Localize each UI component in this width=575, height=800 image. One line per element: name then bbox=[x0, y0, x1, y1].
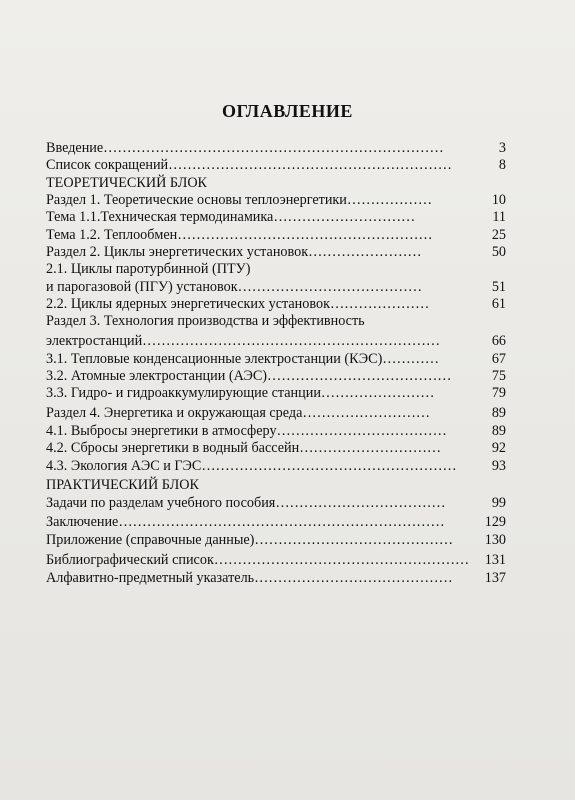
toc-entry-text: 4.2. Сбросы энергетики в водный бассейн………………………… bbox=[46, 440, 442, 457]
toc-entry-page: 129 bbox=[484, 514, 506, 531]
toc-entry bbox=[46, 140, 506, 157]
toc-entry-text: 3.2. Атомные электростанции (АЭС)………………………………… bbox=[46, 368, 452, 385]
toc-entry-page: 10 bbox=[491, 192, 506, 209]
toc-entry-page: 3 bbox=[498, 140, 506, 156]
toc-entry-text: Раздел 2. Циклы энергетических установок…………………… bbox=[46, 244, 422, 261]
toc-entry-page: 92 bbox=[491, 440, 506, 457]
toc-entry-page: 93 bbox=[491, 457, 506, 474]
toc-section-heading bbox=[46, 475, 506, 495]
toc-entry-text: 3.3. Гидро- и гидроаккумулирующие станции…………………… bbox=[46, 385, 435, 402]
toc-entry bbox=[46, 368, 506, 385]
toc-entry-page: 89 bbox=[491, 404, 506, 421]
toc-entry bbox=[46, 403, 506, 423]
toc-entry-text: Приложение (справочные данные)…………………………………… bbox=[46, 532, 454, 549]
toc-entry-text: Раздел 4. Энергетика и окружающая среда……………………… bbox=[46, 404, 431, 421]
toc-entry bbox=[46, 192, 506, 209]
toc-entry-text: 3.1. Тепловые конденсационные электростанции (КЭС)………… bbox=[46, 350, 440, 367]
toc-entry-text: Задачи по разделам учебного пособия……………………………… bbox=[46, 494, 446, 511]
toc-entry-page: 8 bbox=[498, 157, 506, 174]
toc-entry-text: 2.1. Циклы паротурбинной (ПТУ) bbox=[46, 261, 251, 278]
toc-entry bbox=[46, 157, 506, 174]
toc-entry-text: и парогазовой (ПГУ) установок………………………………… bbox=[46, 278, 423, 295]
toc-entry bbox=[46, 227, 506, 244]
toc-entry-page: 50 bbox=[491, 244, 506, 261]
toc-entry-text: Тема 1.2. Теплообмен……………………………………………… bbox=[46, 226, 433, 243]
toc-entry-text: Список сокращений…………………………………………………… bbox=[46, 157, 452, 174]
toc-entry bbox=[46, 532, 506, 549]
table-of-contents bbox=[46, 140, 506, 587]
toc-entry-page: 11 bbox=[492, 209, 506, 226]
toc-entry bbox=[46, 570, 506, 587]
toc-entry bbox=[46, 296, 506, 313]
toc-entry bbox=[46, 209, 506, 226]
toc-section-heading bbox=[46, 175, 506, 192]
toc-entry-page: 79 bbox=[491, 385, 506, 402]
toc-entry bbox=[46, 313, 506, 330]
toc-entry-page: 66 bbox=[491, 332, 506, 349]
toc-entry-text: Библиографический список……………………………………………… bbox=[46, 551, 470, 568]
toc-entry-text: Заключение…………………………………………………………… bbox=[46, 514, 445, 531]
toc-entry-text: Раздел 1. Теоретические основы теплоэнергетики……………… bbox=[46, 192, 433, 209]
toc-entry-text: Введение……………………………………………………………… bbox=[46, 140, 444, 156]
toc-entry-text: ТЕОРЕТИЧЕСКИЙ БЛОК bbox=[46, 174, 208, 191]
toc-entry bbox=[46, 385, 506, 402]
toc-entry-page: 137 bbox=[484, 569, 506, 586]
toc-entry bbox=[46, 244, 506, 261]
toc-entry bbox=[46, 512, 506, 532]
toc-entry-page: 67 bbox=[491, 350, 506, 367]
toc-entry-page: 75 bbox=[491, 368, 506, 385]
toc-entry-text: Тема 1.1.Техническая термодинамика………………………… bbox=[46, 209, 416, 226]
toc-entry-page: 61 bbox=[491, 296, 506, 313]
toc-entry bbox=[46, 261, 506, 278]
toc-entry bbox=[46, 279, 506, 296]
page-title: ОГЛАВЛЕНИЕ bbox=[222, 101, 353, 121]
toc-entry-text: 4.3. Экология АЭС и ГЭС……………………………………………… bbox=[46, 457, 457, 474]
toc-entry bbox=[46, 351, 506, 368]
toc-entry-text: Раздел 3. Технология производства и эффективность bbox=[46, 313, 365, 330]
toc-entry-page: 89 bbox=[491, 422, 506, 439]
toc-entry-text: ПРАКТИЧЕСКИЙ БЛОК bbox=[46, 476, 199, 493]
toc-entry-page: 51 bbox=[491, 278, 506, 295]
toc-entry bbox=[46, 550, 506, 570]
toc-entry-page: 25 bbox=[491, 226, 506, 243]
toc-entry bbox=[46, 458, 506, 475]
toc-entry bbox=[46, 495, 506, 512]
toc-entry-text: Алфавитно-предметный указатель…………………………………… bbox=[46, 569, 453, 586]
toc-entry-text: электростанций……………………………………………………… bbox=[46, 332, 441, 349]
toc-entry bbox=[46, 440, 506, 457]
toc-entry-page: 131 bbox=[484, 551, 506, 568]
toc-entry-text: 2.2. Циклы ядерных энергетических установок………………… bbox=[46, 296, 430, 313]
toc-entry-text: 4.1. Выбросы энергетики в атмосферу……………………………… bbox=[46, 422, 447, 439]
toc-entry bbox=[46, 423, 506, 440]
toc-entry-page: 130 bbox=[484, 532, 506, 549]
toc-entry-page: 99 bbox=[491, 494, 506, 511]
toc-entry bbox=[46, 331, 506, 351]
